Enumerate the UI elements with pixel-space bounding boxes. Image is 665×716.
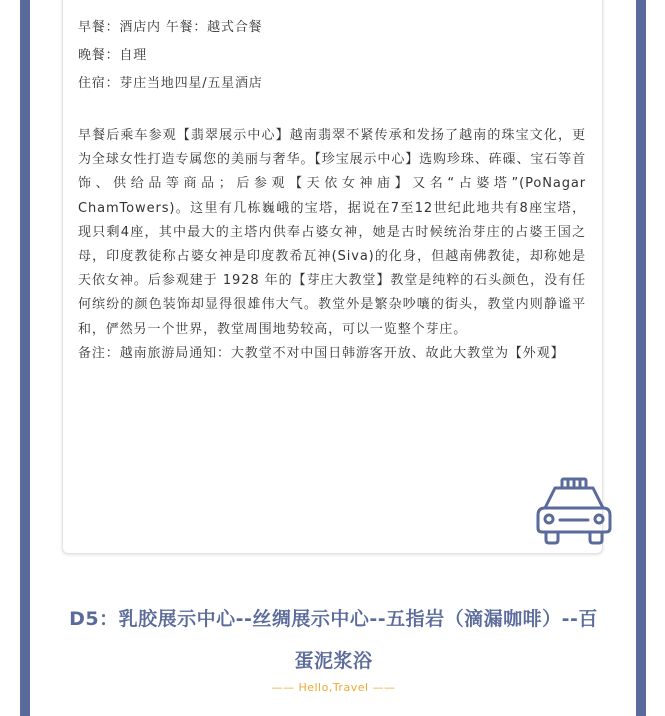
lodging-info: 住宿：芽庄当地四星/五星酒店 bbox=[78, 76, 263, 91]
day5-title: D5：乳胶展示中心--丝绸展示中心--五指岩（滴漏咖啡）--百蛋泥浆浴 bbox=[69, 608, 598, 672]
taxi-icon bbox=[533, 476, 615, 548]
description-text: 早餐后乘车参观【翡翠展示中心】越南翡翠不紧传承和发扬了越南的珠宝文化，更为全球女性打造专属您的美丽与奢华。【珍宝展示中心】选购珍珠、砗磲、宝石等首饰、供给品等商品；后参观【天依女神庙】又名“占婆塔”(PoNagar ChamTowers)。这里有几栋巍峨的宝塔，据说在7至12世纪此地共有8座宝塔，现只剩4座，其中最大的主塔内供奉占婆女神，她是古时候统治芽庄的占婆王国之母，印度教徒称占婆女神是印度教希瓦神(Siva)的化身，但越南佛教徒，却称她是天依女神。后参观建于 1928 年的【芽庄大教堂】教堂是纯粹的石头颜色，没有任何缤纷的颜色装饰却显得很雄伟大气。教堂外是繁杂吵嚷的街头，教堂内则静谧平和，俨然另一个世界，教堂周围地势较高，可以一览整个芽庄。 bbox=[78, 128, 586, 337]
meals-breakfast-lunch: 早餐：酒店内 午餐：越式合餐 bbox=[78, 20, 263, 35]
left-frame-bar bbox=[20, 0, 30, 716]
meals-dinner: 晚餐：自理 bbox=[78, 48, 148, 63]
itinerary-description bbox=[78, 124, 586, 366]
right-frame-bar bbox=[636, 0, 646, 716]
hello-travel-decoration: —— Hello,Travel —— bbox=[271, 681, 396, 694]
note-text: 备注：越南旅游局通知：大教堂不对中国日韩游客开放、故此大教堂为【外观】 bbox=[78, 345, 565, 361]
